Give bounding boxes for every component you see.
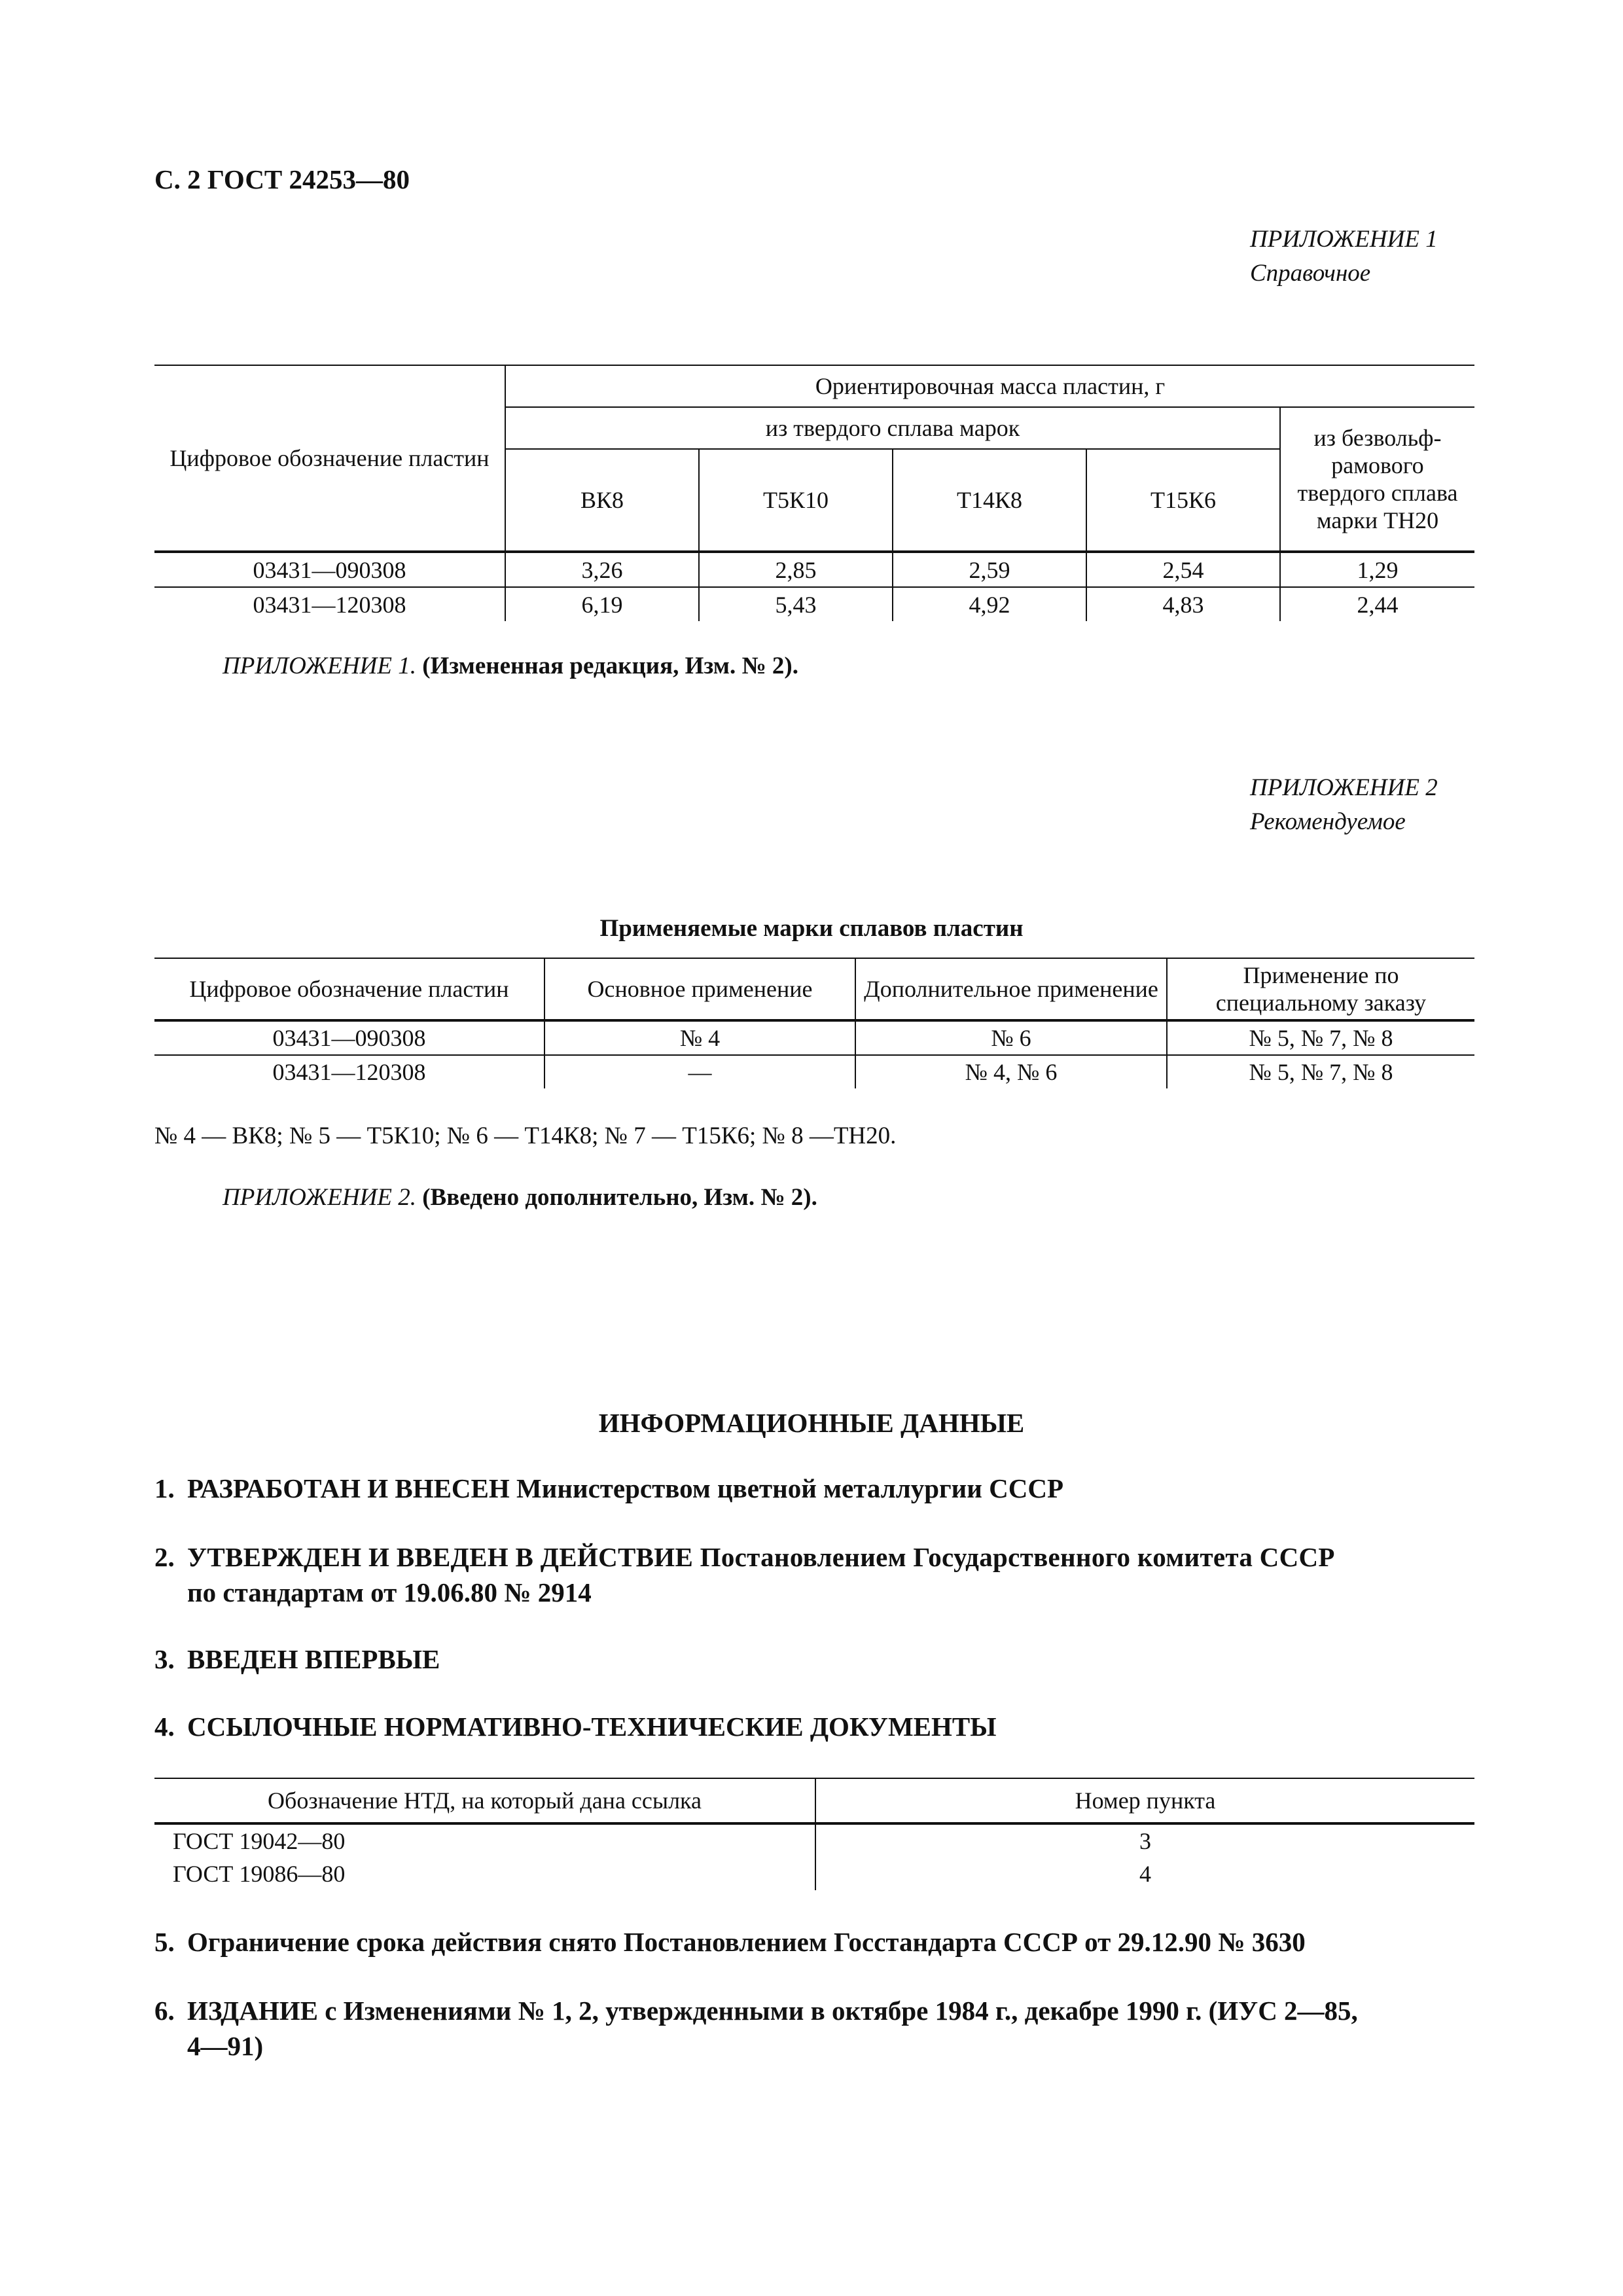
grade-header: ВК8 — [505, 449, 699, 552]
item-number: 2. — [154, 1542, 175, 1572]
item-text: Ограничение срока действия снято Постановлением Госстандарта СССР от 29.12.90 № 3630 — [187, 1927, 1306, 1957]
grade-header: Т14К8 — [893, 449, 1086, 552]
item-text-continued: 4—91) — [187, 2031, 264, 2061]
table-row — [154, 1020, 1474, 1055]
item-number: 3. — [154, 1644, 175, 1674]
table-cell: № 5, № 7, № 8 — [1167, 1055, 1474, 1088]
column-header: Дополнительное применение — [855, 958, 1167, 1020]
item-number: 5. — [154, 1927, 175, 1957]
note-text: (Измененная редакция, Изм. № 2). — [422, 653, 798, 679]
page-header: С. 2 ГОСТ 24253—80 — [154, 164, 410, 194]
appendix2-title: ПРИЛОЖЕНИЕ 2 — [1250, 774, 1438, 801]
info-title: ИНФОРМАЦИОННЫЕ ДАННЫЕ — [598, 1408, 1025, 1438]
mass-table — [154, 365, 1474, 621]
table-cell: № 6 — [855, 1020, 1167, 1055]
info-item — [154, 1993, 1476, 2064]
mass-cell: 4,92 — [893, 587, 1086, 621]
appendix2-note — [223, 1183, 817, 1211]
table-cell: ГОСТ 19086—80 — [173, 1861, 346, 1887]
item-text: ИЗДАНИЕ с Изменениями № 1, 2, утвержденными в октябре 1984 г., декабре 1990 г. (ИУС 2—85, — [187, 1996, 1358, 2026]
table-cell: 3 — [815, 1823, 1474, 1857]
table-cell: ГОСТ 19042—80 — [173, 1828, 346, 1854]
hard-alloy-group-header: из твердого сплава марок — [505, 407, 1280, 449]
references-table — [154, 1778, 1474, 1890]
info-item — [154, 1539, 1476, 1610]
appendix1-kind: Справочное — [1250, 260, 1371, 287]
appendix1-title: ПРИЛОЖЕНИЕ 1 — [1250, 226, 1438, 253]
table-cell: — — [544, 1055, 855, 1088]
mass-cell: 3,26 — [505, 552, 699, 587]
item-number: 4. — [154, 1712, 175, 1742]
mass-cell: 5,43 — [699, 587, 893, 621]
column-header: Номер пункта — [815, 1778, 1474, 1823]
table-cell: 4 — [815, 1857, 1474, 1890]
table-cell: 03431—120308 — [154, 1055, 544, 1088]
table-row — [154, 552, 1474, 587]
column-header: Применение по специальному заказу — [1167, 958, 1474, 1020]
appendix1-heading — [1250, 223, 1469, 291]
table-cell: № 4 — [544, 1020, 855, 1055]
table-row — [154, 1055, 1474, 1088]
mass-group-header: Ориентировочная масса пластин, г — [505, 365, 1474, 407]
item-number: 6. — [154, 1996, 175, 2026]
note-label: ПРИЛОЖЕНИЕ 2. — [223, 1184, 416, 1211]
table-cell: № 5, № 7, № 8 — [1167, 1020, 1474, 1055]
item-text: ВВЕДЕН ВПЕРВЫЕ — [187, 1644, 440, 1674]
item-text-continued: по стандартам от 19.06.80 № 2914 — [187, 1577, 592, 1607]
grades-legend: № 4 — ВК8; № 5 — Т5К10; № 6 — Т14К8; № 7 — Т15К6; № 8 —ТН20. — [154, 1122, 897, 1149]
mass-cell: 6,19 — [505, 587, 699, 621]
info-item — [154, 1709, 1476, 1744]
item-text: РАЗРАБОТАН И ВНЕСЕН Министерством цветной металлургии СССР — [187, 1473, 1064, 1503]
appendix2-kind: Рекомендуемое — [1250, 808, 1406, 835]
table-row — [154, 1823, 1474, 1857]
mass-cell: 2,85 — [699, 552, 893, 587]
column-header: Основное применение — [544, 958, 855, 1020]
designation-cell: 03431—120308 — [154, 587, 505, 621]
info-item — [154, 1641, 1476, 1677]
table-row — [154, 1857, 1474, 1890]
column-header: Цифровое обозначение пластин — [154, 958, 544, 1020]
table-cell: № 4, № 6 — [855, 1055, 1167, 1088]
alloys-table — [154, 958, 1474, 1088]
mass-cell: 4,83 — [1086, 587, 1280, 621]
col-designation-header: Цифровое обозначение пластин — [154, 365, 505, 552]
item-text: ССЫЛОЧНЫЕ НОРМАТИВНО-ТЕХНИЧЕСКИЕ ДОКУМЕНТЫ — [187, 1712, 997, 1742]
note-label: ПРИЛОЖЕНИЕ 1. — [223, 653, 416, 679]
item-text: УТВЕРЖДЕН И ВВЕДЕН В ДЕЙСТВИЕ Постановлением Государственного комитета СССР — [187, 1542, 1335, 1572]
mass-cell: 1,29 — [1280, 552, 1474, 587]
note-text: (Введено дополнительно, Изм. № 2). — [422, 1184, 817, 1211]
info-item — [154, 1924, 1476, 1960]
alloys-table-title: Применяемые марки сплавов пластин — [599, 915, 1024, 942]
mass-cell: 2,44 — [1280, 587, 1474, 621]
tungsten-free-header: из безвольф-рамового твердого сплава марки ТН20 — [1280, 407, 1474, 552]
mass-cell: 2,54 — [1086, 552, 1280, 587]
appendix2-heading — [1250, 771, 1469, 839]
designation-cell: 03431—090308 — [253, 556, 406, 583]
mass-cell: 2,59 — [893, 552, 1086, 587]
grade-header: Т15К6 — [1086, 449, 1280, 552]
appendix1-note — [223, 652, 798, 680]
info-item — [154, 1471, 1476, 1506]
table-cell: 03431—090308 — [272, 1025, 426, 1051]
column-header: Обозначение НТД, на который дана ссылка — [154, 1778, 815, 1823]
grade-header: Т5К10 — [699, 449, 893, 552]
item-number: 1. — [154, 1473, 175, 1503]
table-row — [154, 587, 1474, 621]
